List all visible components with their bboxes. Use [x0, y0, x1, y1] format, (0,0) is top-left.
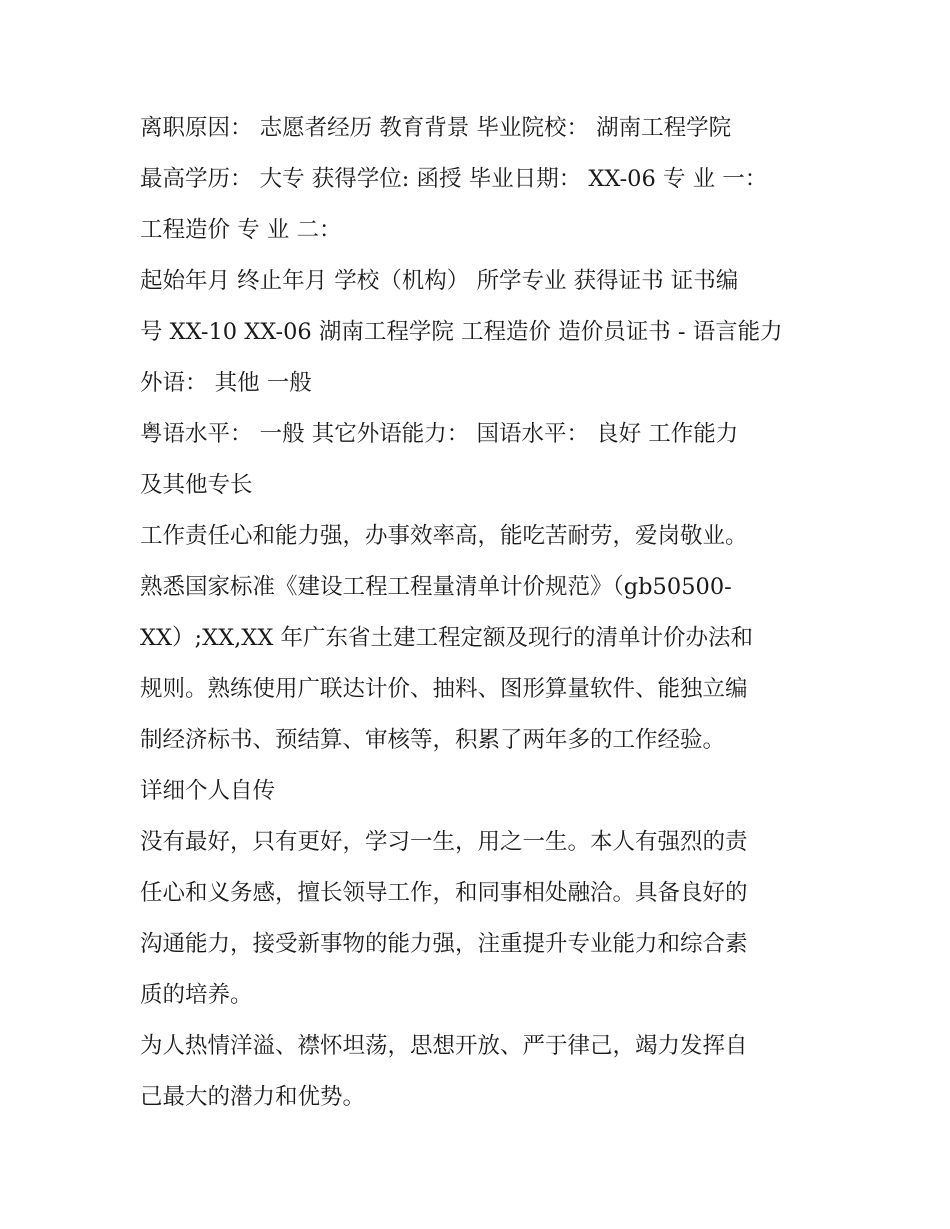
text-line: 沟通能力，接受新事物的能力强，注重提升专业能力和综合素 — [140, 931, 748, 957]
text-line: 离职原因： 志愿者经历 教育背景 毕业院校： 湖南工程学院 — [140, 115, 732, 141]
document-body — [140, 103, 814, 1123]
text-line: XX）;XX,XX 年广东省土建工程定额及现行的清单计价办法和 — [140, 625, 753, 651]
text-line: 熟悉国家标准《建设工程工程量清单计价规范》（gb50500- — [140, 574, 732, 600]
text-line: 工程造价 专 业 二： — [140, 217, 342, 243]
text-line: 最高学历： 大专 获得学位: 函授 毕业日期： XX-06 专 业 一： — [140, 166, 768, 192]
text-line: 没有最好，只有更好，学习一生，用之一生。本人有强烈的责 — [140, 829, 748, 855]
text-line: 外语： 其他 一般 — [140, 370, 312, 396]
text-line: 质的培养。 — [140, 982, 253, 1008]
text-line: 制经济标书、预结算、审核等，积累了两年多的工作经验。 — [140, 727, 726, 753]
section-heading: 详细个人自传 — [140, 778, 276, 804]
text-line: 及其他专长 — [140, 472, 253, 498]
text-line: 规则。熟练使用广联达计价、抽料、图形算量软件、能独立编 — [140, 676, 748, 702]
text-line: 工作责任心和能力强，办事效率高，能吃苦耐劳，爱岗敬业。 — [140, 523, 748, 549]
text-line: 粤语水平： 一般 其它外语能力： 国语水平： 良好 工作能力 — [140, 421, 739, 447]
text-line: 为人热情洋溢、襟怀坦荡，思想开放、严于律己，竭力发挥自 — [140, 1033, 748, 1059]
text-line: 任心和义务感，擅长领导工作，和同事相处融洽。具备良好的 — [140, 880, 748, 906]
text-line: 号 XX-10 XX-06 湖南工程学院 工程造价 造价员证书 - 语言能力 — [140, 319, 783, 345]
text-line: 己最大的潜力和优势。 — [140, 1084, 366, 1110]
text-line: 起始年月 终止年月 学校（机构） 所学专业 获得证书 证书编 — [140, 268, 739, 294]
